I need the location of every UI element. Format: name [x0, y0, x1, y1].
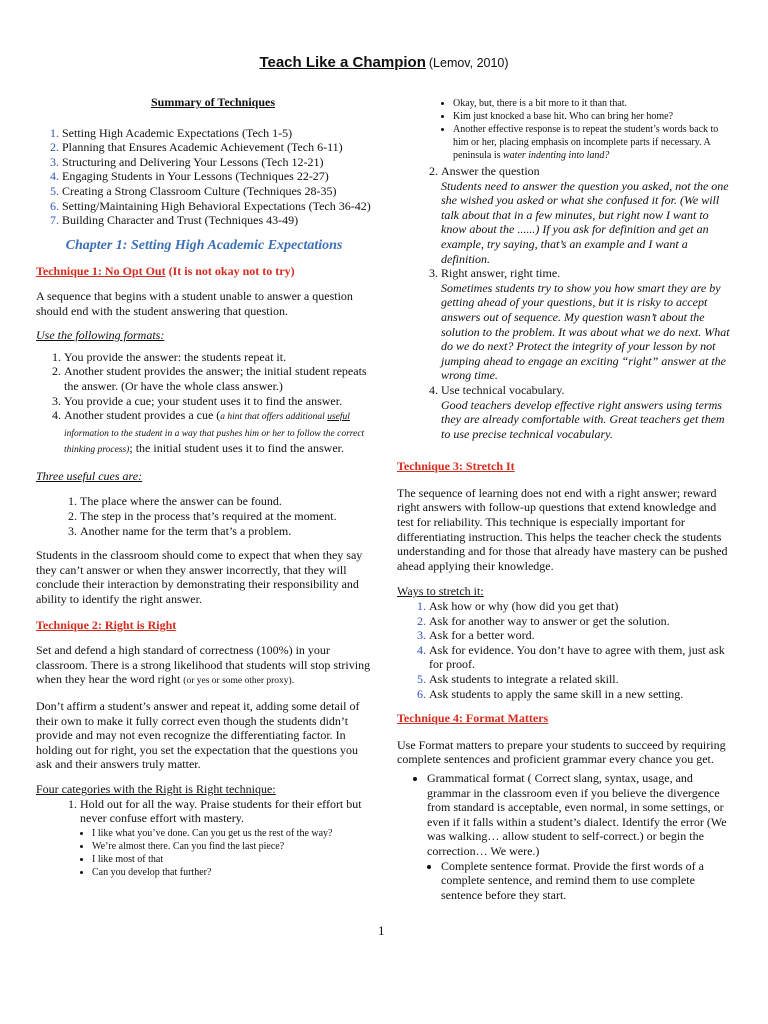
chapter-heading: Chapter 1: Setting High Academic Expectations: [65, 237, 343, 253]
list-item: • Another effective response is to repeat the student’s words back to him or her, placing emphasis on incomplete parts if necessary. A peninsula is water indenting into land?: [453, 123, 733, 162]
list-item: • Complete sentence format. Provide the first words of a complete sentence, and remind them to use complete sentence before they start.: [441, 859, 733, 903]
title-main: Teach Like a Champion: [259, 54, 426, 71]
categories-list: [36, 797, 372, 826]
technique-2-para2: Don’t affirm a student’s answer and repeat it, adding some detail of their own to make it fully correct even though the students didn’t provide and may not even recognize the differentiating factor. In holding out for right, you set the expectation that the questions you ask and their answers truly matter.: [36, 699, 360, 772]
category-1-examples: [36, 827, 372, 879]
list-item: 1. Hold out for all the way. Praise students for their effort but never confuse effort with mastery.: [80, 797, 372, 826]
list-item: 2. Ask for another way to answer or get the solution.: [429, 614, 733, 629]
list-item: 3. Ask for a better word.: [429, 628, 733, 643]
technique-2-para1: Set and defend a high standard of correctness (100%) in your classroom. There is a strong likelihood that students will stop striving when they hear the word right (or yes or some other proxy).: [36, 643, 371, 687]
category-1-examples-continued: [397, 97, 733, 162]
technique-1-heading: Technique 1: No Opt Out (It is not okay not to try): [36, 264, 295, 279]
list-item: • Kim just knocked a base hit. Who can bring her home?: [453, 110, 733, 123]
list-item: • We’re almost there. Can you find the last piece?: [92, 840, 372, 853]
summary-item: 5. Creating a Strong Classroom Culture (Techniques 28-35): [62, 184, 372, 199]
list-item: • Can you develop that further?: [92, 866, 372, 879]
technique-3-para: The sequence of learning does not end with a right answer; reward right answers with follow-up questions that extend knowledge and test for reliability. This technique is especially important for differentiating instruction. This helps the teacher check the students understanding and for those that already have mastery can be pushed ahead applying their knowledge.: [397, 485, 728, 573]
list-item: 5. Ask students to integrate a related skill.: [429, 672, 733, 687]
cues-heading: Three useful cues are:: [36, 468, 143, 483]
format-bullets-nested: [397, 859, 733, 903]
title-citation: (Lemov, 2010): [428, 56, 509, 70]
list-item: • I like most of that: [92, 853, 372, 866]
category-3-text: Sometimes students try to show you how smart they are by getting ahead of your questions, but it is risky to accept answers out of sequence. My question wasn’t about the solution to the problem. It was about what we do next. What do we do next? Protect the integrity of your lesson by not jumping ahead to engage an exciting “right” answer at the wrong time.: [441, 280, 730, 383]
summary-list: [36, 126, 372, 228]
list-item: • Grammatical format ( Correct slang, syntax, usage, and grammar in the classroom even if you believe the divergence from standard is acceptable, even normal, in some settings, or even if it falls within a student’s dialect. Identify the error (We was walking… allow student to self-correct.) or begin the correction… We were.): [427, 771, 733, 859]
categories-heading: Four categories with the Right is Right technique:: [36, 781, 276, 796]
cues-list: [36, 494, 372, 538]
right-column: [397, 97, 733, 902]
summary-item: 6. Setting/Maintaining High Behavioral Expectations (Tech 36-42): [62, 199, 372, 214]
list-item: • Okay, but, there is a bit more to it than that.: [453, 97, 733, 110]
summary-item: 4. Engaging Students in Your Lessons (Techniques 22-27): [62, 169, 372, 184]
ways-list: [397, 599, 733, 701]
technique-1-closing: Students in the classroom should come to expect that when they say they can’t answer or when they answer incorrectly, that they will conclude their interaction by demonstrating their responsibility and ability to identify the right answer.: [36, 548, 363, 607]
list-item: 3. Another name for the term that’s a problem.: [80, 524, 372, 539]
summary-heading: Summary of Techniques: [150, 95, 276, 109]
formats-heading: Use the following formats:: [36, 328, 165, 343]
list-item: 4. Use technical vocabulary. Good teachers develop effective right answers using terms they are already comfortable with. Great teachers get them to use precise technical vocabulary.: [441, 383, 733, 441]
document-title: [0, 56, 768, 71]
list-item: 4. Another student provides a cue (a hint that offers additional useful information to the student in a way that pushes him or her to follow the correct thinking process); the initial student uses it to find the answer.: [64, 408, 372, 458]
category-2-text: Students need to answer the question you asked, not the one she wished you asked or what she confused it for. (We will talk about that in a few minutes, but right now I want to know about the ......) If you ask for definition and get an example, try saying, that’s an example and I want a definition.: [441, 178, 729, 266]
summary-item: 3. Structuring and Delivering Your Lessons (Tech 12-21): [62, 155, 372, 170]
technique-4-heading: Technique 4: Format Matters: [397, 711, 549, 726]
summary-item: 7. Building Character and Trust (Techniques 43-49): [62, 213, 372, 228]
summary-item: 2. Planning that Ensures Academic Achievement (Tech 6-11): [62, 140, 372, 155]
list-item: 3. Right answer, right time. Sometimes students try to show you how smart they are by getting ahead of your questions, but it is risky to accept answers out of sequence. My question wasn’t about the solution to the problem. It was about what we do next. What do we do next? Protect the integrity of your lesson by not jumping ahead to engage an exciting “right” answer at the wrong time.: [441, 266, 733, 383]
list-item: 2. The step in the process that’s required at the moment.: [80, 509, 372, 524]
format-bullets: [397, 771, 733, 859]
list-item: 6. Ask students to apply the same skill in a new setting.: [429, 687, 733, 702]
list-item: 3. You provide a cue; your student uses it to find the answer.: [64, 394, 372, 409]
categories-list-continued: [397, 164, 733, 441]
list-item: 2. Answer the question Students need to answer the question you asked, not the one she wished you asked or what she confused it for. (We will talk about that in a few minutes, but right now I want to know about the ......) If you ask for definition and get an example, try saying, that’s an example and I want a definition.: [441, 164, 733, 266]
formats-list: [36, 350, 372, 458]
list-item: 4. Ask for evidence. You don’t have to agree with them, just ask for proof.: [429, 643, 733, 672]
list-item: 2. Another student provides the answer; the initial student repeats the answer. (Or have the whole class answer.): [64, 364, 372, 393]
technique-3-heading: Technique 3: Stretch It: [397, 459, 515, 474]
list-item: 1. The place where the answer can be found.: [80, 494, 372, 509]
summary-item: 1. Setting High Academic Expectations (Tech 1-5): [62, 126, 372, 141]
category-4-text: Good teachers develop effective right answers using terms they are already comfortable with. Great teachers get them to use precise technical vocabulary.: [441, 397, 725, 441]
list-item: • I like what you’ve done. Can you get us the rest of the way?: [92, 827, 372, 840]
left-column: [36, 95, 372, 879]
page-number: 1: [378, 923, 385, 938]
list-item: 1. Ask how or why (how did you get that): [429, 599, 733, 614]
technique-4-para: Use Format matters to prepare your students to succeed by requiring complete sentences and proficient grammar every chance you get.: [397, 737, 726, 767]
ways-heading: Ways to stretch it:: [397, 584, 484, 599]
list-item: 1. You provide the answer: the students repeat it.: [64, 350, 372, 365]
technique-1-intro: A sequence that begins with a student unable to answer a question should end with the student answering that question.: [36, 288, 353, 318]
technique-2-heading: Technique 2: Right is Right: [36, 617, 177, 632]
